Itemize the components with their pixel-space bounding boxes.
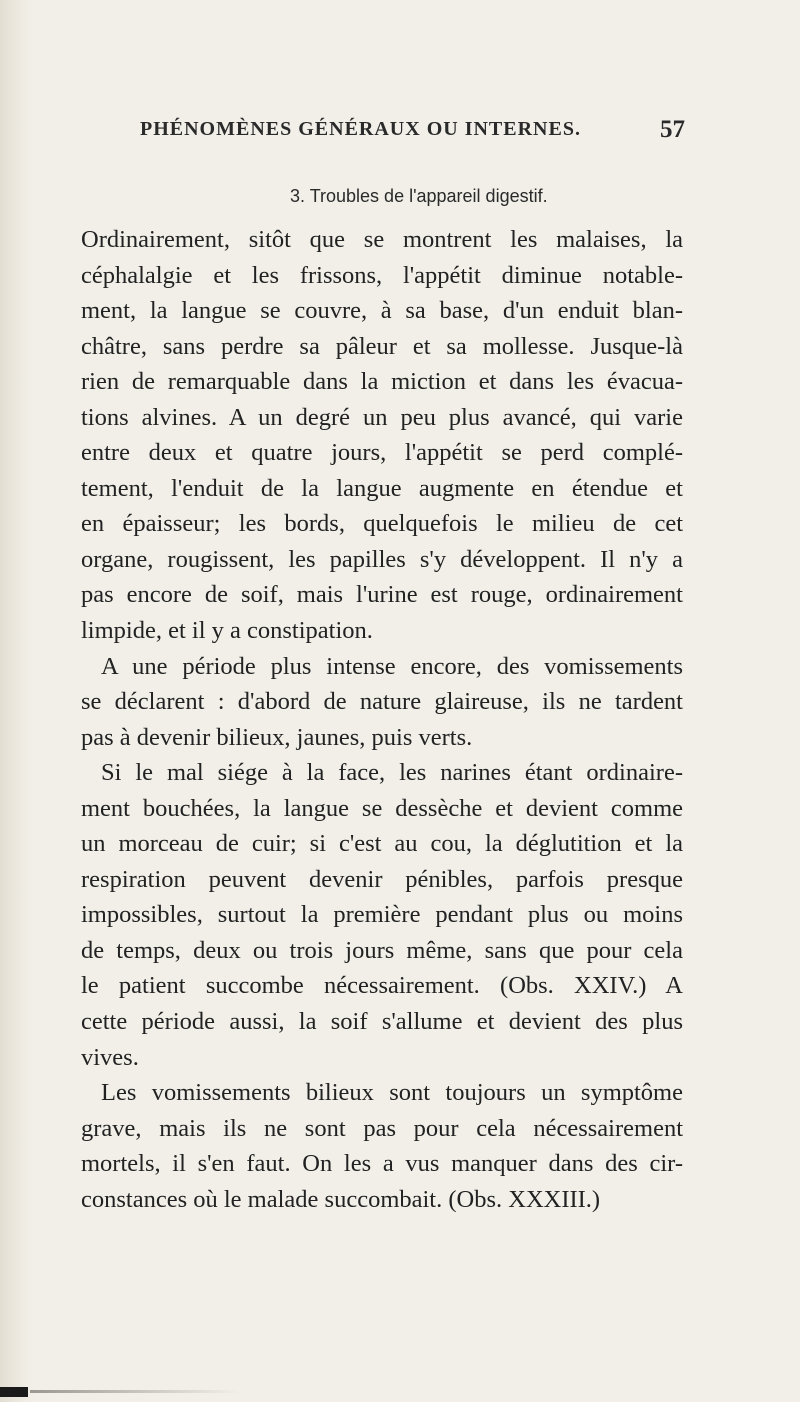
section-heading: 3. Troubles de l'appareil digestif. — [290, 186, 548, 206]
text-line: le patient succombe nécessairement. (Obs. XXIV.) A — [81, 972, 683, 1000]
page-edge-shadow — [0, 0, 34, 1402]
text-line: céphalalgie et les frissons, l'appétit diminue notable- — [81, 261, 683, 289]
page-header — [140, 118, 685, 158]
text-line: vives. — [81, 1043, 139, 1071]
text-line: se déclarent : d'abord de nature glaireuse, ils ne tardent — [81, 688, 683, 716]
text-line: A une période plus intense encore, des vomissements — [101, 652, 683, 680]
text-line: un morceau de cuir; si c'est au cou, la déglutition et la — [81, 830, 683, 858]
text-line: impossibles, surtout la première pendant plus ou moins — [81, 901, 683, 929]
scan-edge-line — [30, 1390, 240, 1393]
text-line: entre deux et quatre jours, l'appétit se perd complé- — [81, 439, 683, 467]
text-line: tions alvines. A un degré un peu plus avancé, qui varie — [81, 403, 683, 431]
page-number: 57 — [660, 116, 685, 143]
text-line: cette période aussi, la soif s'allume et devient des plus — [81, 1008, 683, 1036]
text-line: de temps, deux ou trois jours même, sans que pour cela — [81, 936, 683, 964]
text-line: Les vomissements bilieux sont toujours un symptôme — [101, 1079, 683, 1107]
running-head: PHÉNOMÈNES GÉNÉRAUX OU INTERNES. — [140, 118, 581, 140]
text-line: ment, la langue se couvre, à sa base, d'un enduit blan- — [81, 297, 683, 325]
text-line: Ordinairement, sitôt que se montrent les malaises, la — [81, 226, 683, 253]
text-line: Si le mal siége à la face, les narines étant ordinaire- — [101, 759, 683, 787]
text-line: pas à devenir bilieux, jaunes, puis verts. — [81, 723, 473, 751]
text-line: grave, mais ils ne sont pas pour cela nécessairement — [81, 1114, 683, 1142]
text-line: pas encore de soif, mais l'urine est rouge, ordinairement — [81, 581, 683, 609]
text-line: organe, rougissent, les papilles s'y développent. Il n'y a — [81, 545, 683, 573]
text-line: limpide, et il y a constipation. — [81, 617, 373, 645]
text-line: rien de remarquable dans la miction et dans les évacua- — [81, 368, 683, 396]
text-line: en épaisseur; les bords, quelquefois le milieu de cet — [81, 510, 683, 538]
text-line: respiration peuvent devenir pénibles, parfois presque — [81, 865, 683, 893]
scan-corner-mark — [0, 1387, 28, 1397]
text-line: châtre, sans perdre sa pâleur et sa mollesse. Jusque-là — [81, 332, 683, 360]
text-line: constances où le malade succombait. (Obs. XXXIII.) — [81, 1185, 601, 1213]
body-text — [81, 222, 683, 1217]
text-line: tement, l'enduit de la langue augmente en étendue et — [81, 474, 683, 502]
text-line: mortels, il s'en faut. On les a vus manquer dans des cir- — [81, 1150, 683, 1178]
text-line: ment bouchées, la langue se dessèche et devient comme — [81, 794, 683, 822]
